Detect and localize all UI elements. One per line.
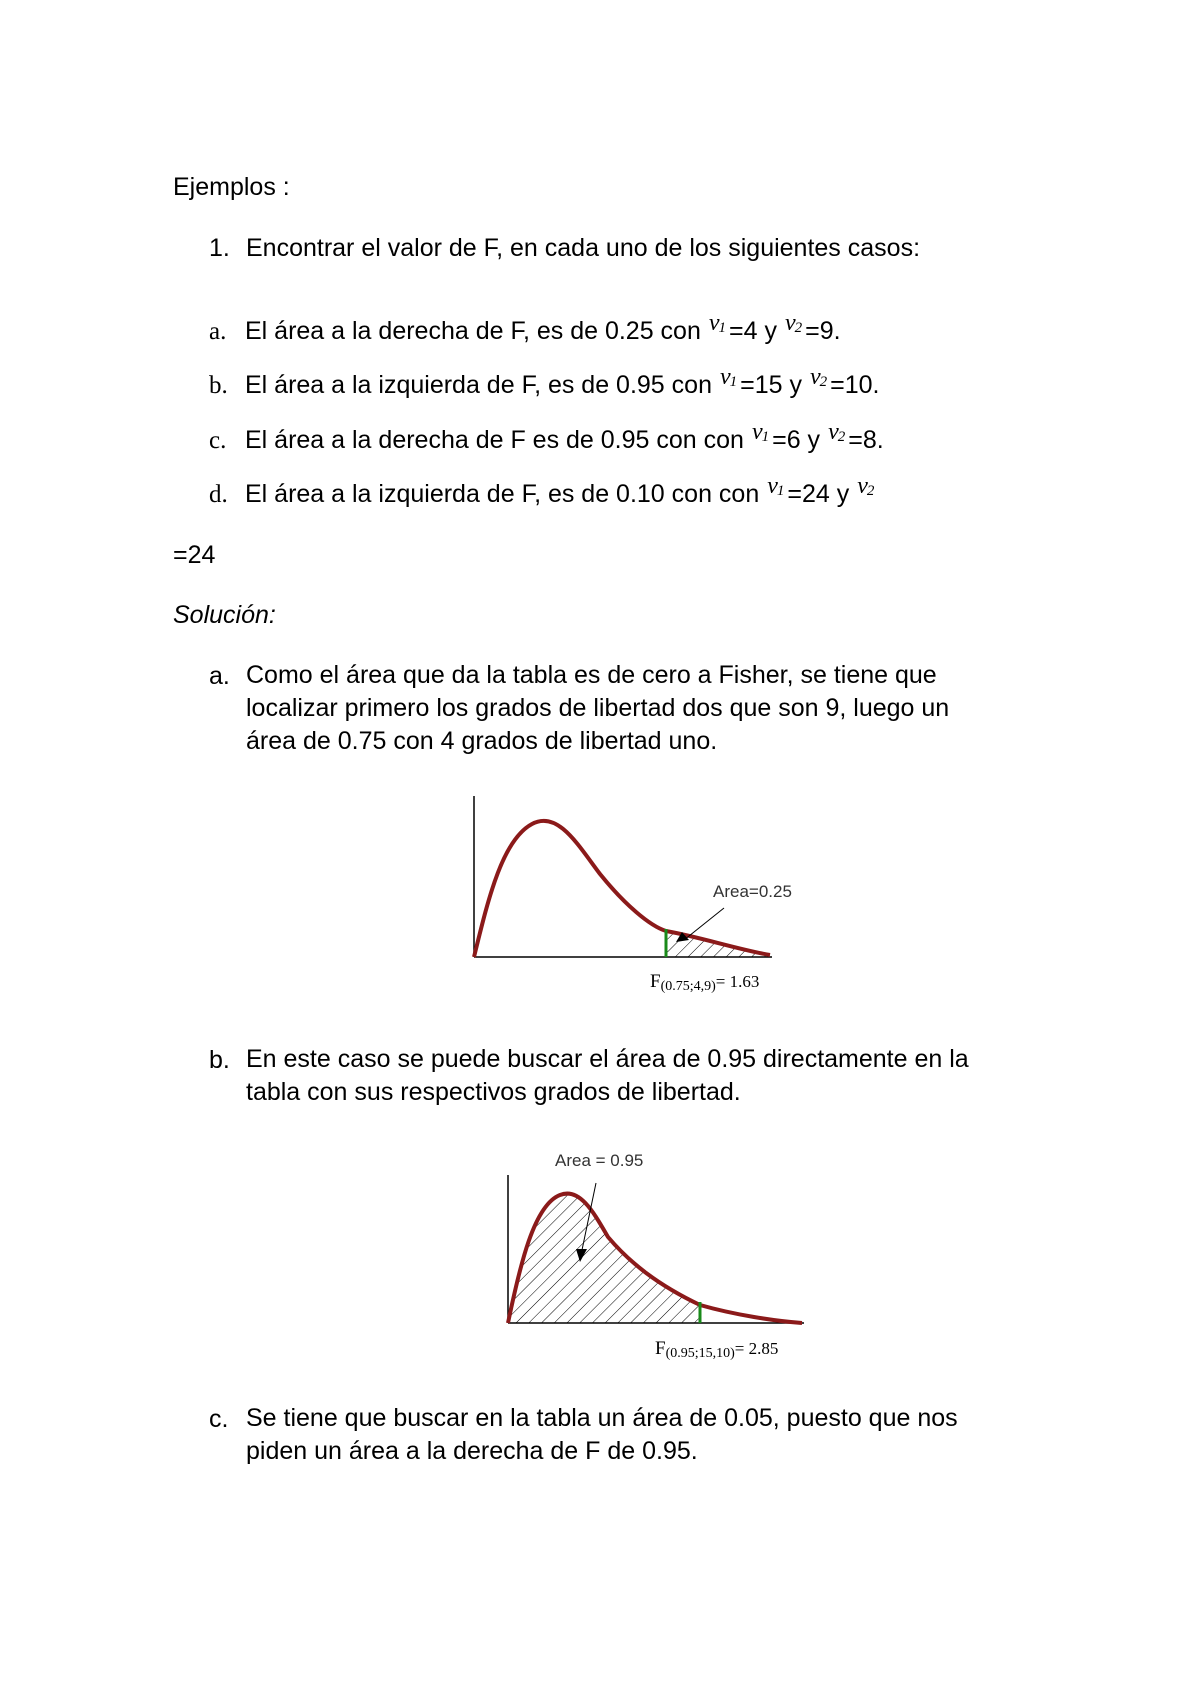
nu2-symbol: $\nu_2$ [828,419,845,445]
case-eq2: =10. [830,371,880,399]
case-eq2: =8. [848,426,884,454]
nu2-symbol: $\nu_2$ [809,364,827,390]
critical-value-label: F(0.95;15,10)= 2.85 [655,1338,779,1361]
case-text: El área a la izquierda de F, es de 0.95 con [245,371,712,399]
case-text: El área a la izquierda de F, es de 0.10 con con [245,480,760,508]
area-label: Area = 0.95 [555,1151,644,1170]
figure-1-f-distribution [460,790,820,1000]
case-text: El área a la derecha de F, es de 0.25 con [245,317,701,345]
nu2-symbol: $\nu_2$ [857,473,874,499]
case-eq1: =6 y [772,426,821,454]
case-eq1: =4 y [729,317,777,345]
solution-b-text: En este caso se puede buscar el área de 0.95 directamente en la tabla con sus respectivos grados de libertad. [246,1045,969,1106]
case-d [209,473,877,515]
heading: Ejemplos : [173,173,290,201]
case-label: c. [209,427,227,454]
solution-c-label: c. [209,1405,229,1433]
solution-a-label: a. [209,662,230,690]
case-label: b. [209,372,228,399]
case-eq2: =9. [805,317,841,345]
critical-value-label: F(0.75;4,9)= 1.63 [650,971,760,994]
solution-b-label: b. [209,1046,230,1074]
nu1-symbol: $\nu_1$ [767,473,784,499]
case-c [209,419,884,461]
case-label: a. [209,318,227,345]
solution-heading: Solución: [173,601,276,629]
figure-2-f-distribution [490,1145,830,1365]
nu2-symbol: $\nu_2$ [784,310,802,336]
problem-text: Encontrar el valor de F, en cada uno de los siguientes casos: [246,234,921,262]
solution-c-text: Se tiene que buscar en la tabla un área de 0.05, puesto que nos piden un área a la derecha de F de 0.95. [246,1404,958,1465]
nu1-symbol: $\nu_1$ [708,310,726,336]
case-eq1: =15 y [740,371,802,399]
annotation-pointer [684,908,724,940]
case-a [209,310,841,352]
left-shaded-area [505,1185,705,1325]
case-text: El área a la derecha de F es de 0.95 con con [245,426,744,454]
nu1-symbol: $\nu_1$ [719,364,737,390]
case-eq1: =24 y [787,480,850,508]
solution-a-text: Como el área que da la tabla es de cero a Fisher, se tiene que localizar primero los grados de libertad dos que son 9, luego un área de 0.75 con 4 grados de libertad uno. [246,661,950,755]
case-b [209,364,880,406]
problem-number: 1. [209,234,230,262]
case-label: d. [209,481,228,508]
case-d-continuation: =24 [173,541,216,569]
area-label: Area=0.25 [713,882,792,901]
nu1-symbol: $\nu_1$ [751,419,769,445]
